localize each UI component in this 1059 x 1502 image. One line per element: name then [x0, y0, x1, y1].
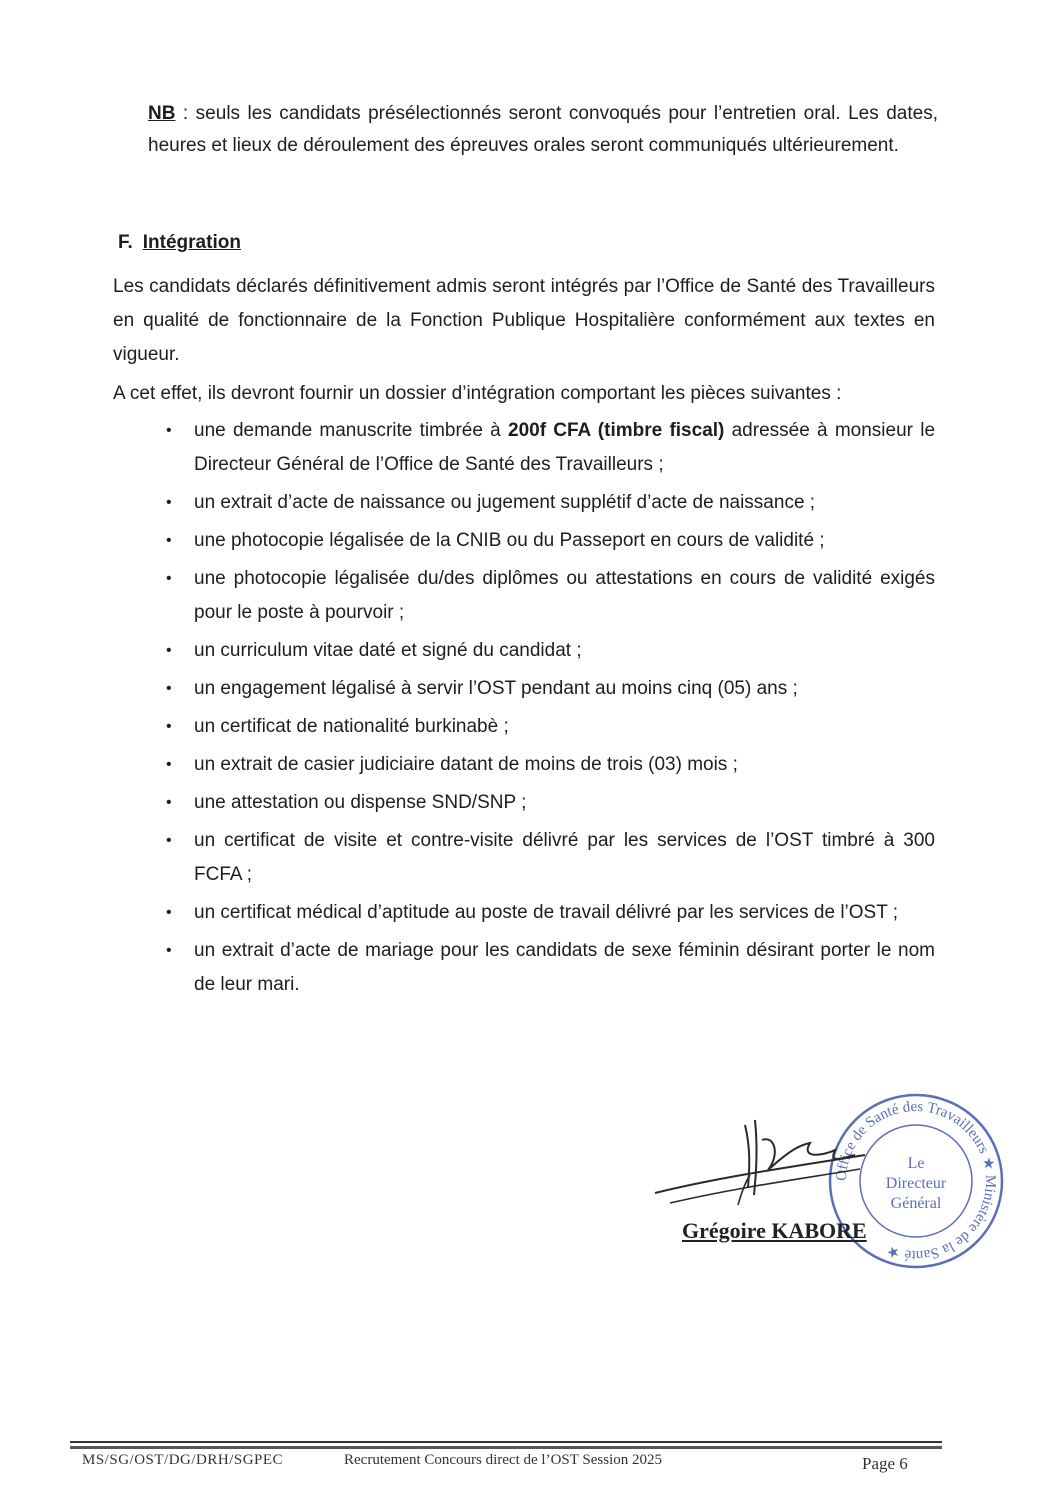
nb-text: : seuls les candidats présélectionnés seront convoqués pour l’entretien oral. Les dates, heures et lieux de déroulement des épreuves orales seront communiqués ultérieurement. [148, 103, 938, 156]
stamp-line-2: Directeur [885, 1175, 947, 1192]
stamp-ring-text: Office de Santé des Travailleurs ★ Ministère de la Santé ★ [833, 1098, 999, 1264]
footer-subject: Recrutement Concours direct de l’OST Session 2025 [344, 1452, 663, 1468]
list-item-text: une demande manuscrite timbrée à [194, 420, 508, 441]
list-item [160, 786, 935, 820]
section-letter: F. [118, 232, 133, 253]
bullet-icon: • [166, 570, 172, 587]
list-item-text: un extrait d’acte de mariage pour les candidats de sexe féminin désirant porter le nom de leur mari. [194, 940, 935, 995]
bullet-icon: • [166, 642, 172, 659]
list-item [160, 748, 935, 782]
list-item-text: un extrait de casier judiciaire datant de moins de trois (03) mois ; [194, 754, 738, 775]
required-documents-list [160, 414, 935, 1006]
page-number: Page 6 [862, 1454, 908, 1473]
list-item-text: un certificat de nationalité burkinabè ; [194, 716, 509, 737]
list-item-text: une photocopie légalisée du/des diplômes ou attestations en cours de validité exigés pour le poste à pourvoir ; [194, 568, 935, 623]
list-item [160, 524, 935, 558]
footer-divider-thick [70, 1446, 942, 1449]
list-item [160, 824, 935, 892]
list-item [160, 414, 935, 482]
intro-second-paragraph: A cet effet, ils devront fournir un dossier d’intégration comportant les pièces suivantes : [113, 383, 842, 404]
list-item [160, 710, 935, 744]
list-item [160, 486, 935, 520]
list-item-text: un certificat médical d’aptitude au poste de travail délivré par les services de l’OST ; [194, 902, 899, 923]
nb-paragraph [148, 98, 938, 162]
bullet-icon: • [166, 904, 172, 921]
list-item-text-end: adressée à monsieur le Directeur Général de l’Office de Santé des Travailleurs ; [194, 420, 936, 475]
list-item-text: un engagement légalisé à servir l’OST pendant au moins cinq (05) ans ; [194, 678, 798, 699]
signer-name: Grégoire KABORE [682, 1218, 867, 1243]
bullet-icon: • [166, 680, 172, 697]
bullet-icon: • [166, 422, 172, 439]
list-item [160, 934, 935, 1002]
bullet-icon: • [166, 494, 172, 511]
nb-label: NB [148, 103, 176, 124]
list-item [160, 672, 935, 706]
footer-divider [70, 1441, 942, 1443]
stamp-line-3: Général [890, 1195, 942, 1212]
list-item-text: une photocopie légalisée de la CNIB ou du Passeport en cours de validité ; [194, 530, 825, 551]
bullet-icon: • [166, 756, 172, 773]
section-heading [118, 232, 241, 254]
section-title: Intégration [142, 232, 241, 253]
stamp-line-1: Le [907, 1155, 925, 1172]
bullet-icon: • [166, 718, 172, 735]
signature-block [650, 1080, 1020, 1290]
list-item [160, 562, 935, 630]
list-item [160, 896, 935, 930]
list-item-text: un extrait d’acte de naissance ou jugement supplétif d’acte de naissance ; [194, 492, 816, 513]
bullet-icon: • [166, 942, 172, 959]
intro-paragraph: Les candidats déclarés définitivement admis seront intégrés par l’Office de Santé des Travailleurs en qualité de fonctionnaire de la Fonction Publique Hospitalière conformément aux textes en vigueur. [113, 276, 935, 365]
list-item-text: un curriculum vitae daté et signé du candidat ; [194, 640, 582, 661]
handwritten-signature [650, 1095, 880, 1215]
list-item-emphasis: 200f CFA (timbre fiscal) [508, 420, 725, 441]
footer-reference: MS/SG/OST/DG/DRH/SGPEC [82, 1452, 284, 1468]
list-item-text: une attestation ou dispense SND/SNP ; [194, 792, 527, 813]
bullet-icon: • [166, 794, 172, 811]
bullet-icon: • [166, 532, 172, 549]
list-item [160, 634, 935, 668]
list-item-text: un certificat de visite et contre-visite délivré par les services de l’OST timbré à 300 FCFA ; [194, 830, 935, 885]
bullet-icon: • [166, 832, 172, 849]
